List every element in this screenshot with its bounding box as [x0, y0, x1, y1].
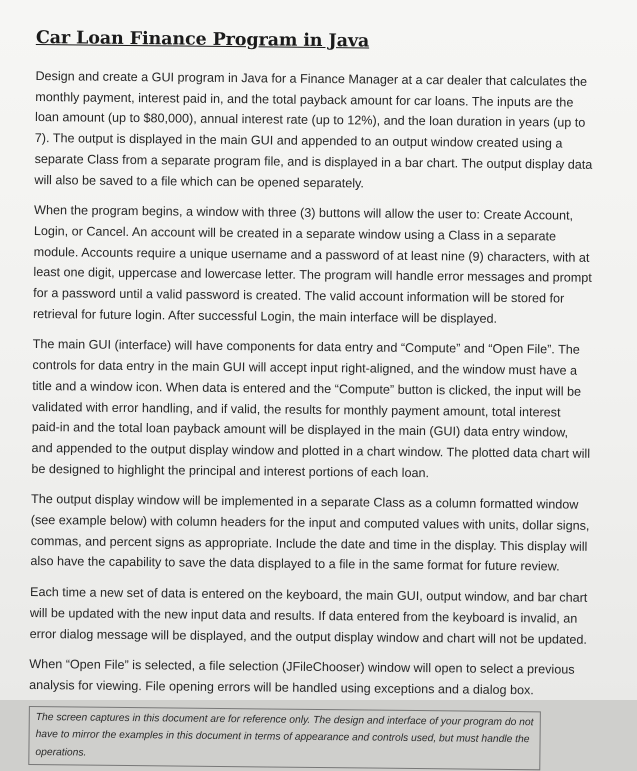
- paragraph-main-gui: The main GUI (interface) will have components for data entry and “Compute” and “Open File”. The controls for data entry in the main GUI will accept input right-aligned, and the window must have a title and a window icon. When data is entered and the “Compute” button is clicked, the input will be validated with error handling, and if valid, the results for monthly payment amount, total interest paid-in and the total loan payback amount will be displayed in the main (GUI) data entry window, and appended to the output display window and plotted in a chart window. The plotted data chart will be designed to highlight the principal and interest portions of each loan.: [31, 337, 591, 480]
- document-title: Car Loan Finance Program in Java: [35, 28, 370, 52]
- paragraph-overview: Design and create a GUI program in Java for a Finance Manager at a car dealer that calculates the monthly payment, interest paid in, and the total payback amount for car loans. The inputs are the loan amount (up to $80,000), annual interest rate (up to 12%), and the loan duration in years (up to 7). The output is displayed in the main GUI and appended to an output window created using a separate Class from a separate program file, and is displayed in a bar chart. The output display data will also be saved to a file which can be opened separately.: [34, 68, 593, 190]
- paragraph-updates: Each time a new set of data is entered on the keyboard, the main GUI, output window, and bar chart will be updated with the new input data and results. If data entered from the keyboard is invalid, an error dialog message will be displayed, and the output display window and chart will not be updated.: [29, 585, 588, 647]
- reference-note-box: The screen captures in this document are for reference only. The design and interface of your program do not have to mirror the examples in this document in terms of appearance and controls used, but must handle the operations.: [28, 706, 541, 771]
- document-content: [28, 28, 596, 771]
- paragraph-open-file: When “Open File” is selected, a file selection (JFileChooser) window will open to select a previous analysis for viewing. File opening errors will be handled using exceptions and a dialog box.: [29, 657, 575, 698]
- paragraph-login: When the program begins, a window with three (3) buttons will allow the user to: Create Account, Login, or Cancel. An account will be created in a separate window using a Class in a separate module. Accounts require a unique username and a password of at least nine (9) characters, with at least one digit, uppercase and lowercase letter. The program will handle error messages and prompt for a password until a valid password is created. The valid account information will be stored for retrieval for future login. After successful Login, the main interface will be displayed.: [32, 203, 592, 326]
- paragraph-output-window: The output display window will be implemented in a separate Class as a column formatted window (see example below) with column headers for the input and computed values with units, dollar signs, commas, and percent signs as appropriate. Include the date and time in the display. This display will also have the capability to save the data displayed to a file in the same format for future review.: [30, 492, 590, 574]
